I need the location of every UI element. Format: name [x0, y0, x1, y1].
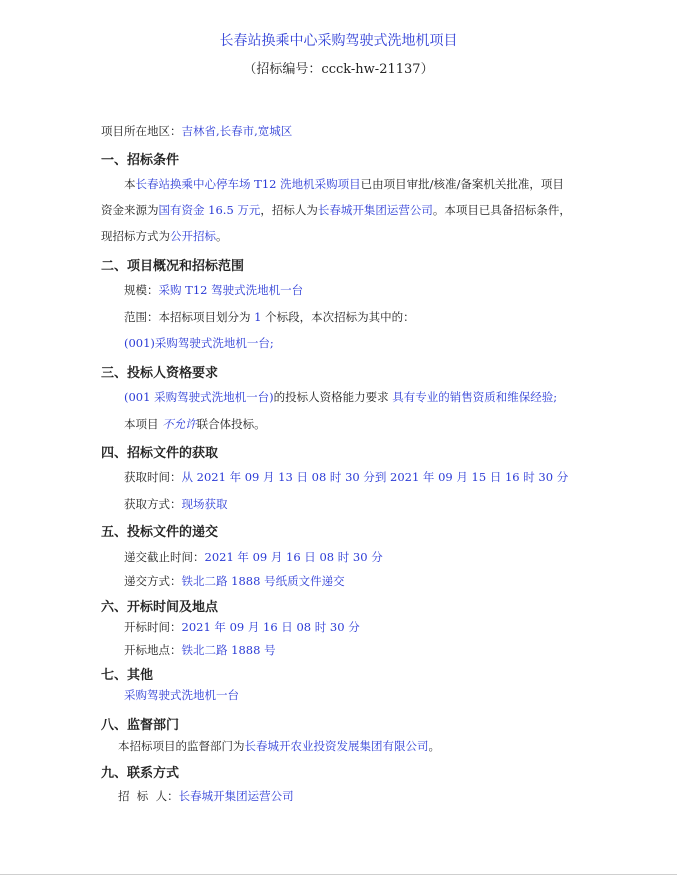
submit-deadline-value: 2021 年 09 月 16 日 08 时 30 分: [204, 550, 383, 564]
contact-line: [118, 788, 294, 804]
supervision-dept: 长春城开农业投资发展集团有限公司: [244, 739, 429, 753]
label: 递交截止时间：: [124, 550, 205, 564]
section-1-heading: 一、招标条件: [101, 153, 180, 168]
acquire-method-value: 现场获取: [181, 497, 228, 511]
label: 招 标 人：: [118, 789, 179, 803]
submit-deadline-line: [124, 549, 383, 565]
lot-ref: (001 采购驾驶式洗地机一台): [124, 390, 274, 404]
bid-number-value: ccck-hw-21137: [321, 62, 421, 77]
open-time-line: [124, 619, 360, 635]
bid-number-suffix: ）: [420, 62, 434, 77]
section-9-heading: 九、联系方式: [101, 766, 180, 781]
text: 资金来源为: [101, 203, 159, 217]
range-line: [124, 309, 415, 325]
text: 已由项目审批/核准/备案机关批准，项目: [360, 177, 564, 191]
section-5-heading: 五、投标文件的递交: [101, 525, 219, 540]
scale-label: 规模：: [124, 283, 159, 297]
open-place-value: 铁北二路 1888 号: [181, 643, 276, 657]
section-8-heading: 八、监督部门: [101, 718, 180, 733]
bid-number: [0, 58, 677, 77]
text: ，招标人为: [260, 203, 318, 217]
text: 本项目: [124, 417, 163, 431]
section-3-heading: 三、投标人资格要求: [101, 366, 219, 381]
label: 开标地点：: [124, 643, 182, 657]
supervision-line: [118, 738, 440, 754]
tenderer-name: 长春城开集团运营公司: [317, 203, 433, 217]
fund-source: 国有资金 16.5 万元: [158, 203, 261, 217]
document-title: 长春站换乘中心采购驾驶式洗地机项目: [219, 33, 458, 49]
project-name: 长春站换乘中心停车场 T12 洗地机采购项目: [135, 177, 361, 191]
scale-line: [124, 282, 303, 298]
region-value: 吉林省,长春市,宽城区: [181, 124, 293, 138]
text: 。本项目已具备招标条件，: [432, 203, 571, 217]
open-place-line: [124, 642, 276, 658]
section-1-line-2: [101, 202, 571, 218]
section-4-heading: 四、招标文件的获取: [101, 446, 219, 461]
other-text: 采购驾驶式洗地机一台: [124, 688, 239, 702]
text: 的投标人资格能力要求: [273, 390, 389, 404]
consortium-status: 不允许: [162, 417, 197, 431]
open-time-value: 2021 年 09 月 16 日 08 时 30 分: [181, 620, 360, 634]
submit-method-value: 铁北二路 1888 号纸质文件递交: [181, 574, 345, 588]
text: 本: [124, 177, 136, 191]
section-7-heading: 七、其他: [101, 668, 154, 683]
tender-method: 公开招标: [170, 229, 216, 243]
label: 获取时间：: [124, 470, 182, 484]
lot-count: 1: [254, 310, 262, 324]
section-6-heading: 六、开标时间及地点: [101, 600, 219, 615]
scale-value: 采购 T12 驾驶式洗地机一台: [158, 283, 304, 297]
contact-tenderer: 长春城开集团运营公司: [178, 789, 294, 803]
acquire-method-line: [124, 496, 228, 512]
qualification-line: [124, 389, 557, 405]
text: 联合体投标。: [196, 417, 266, 431]
text: 个标段，本次招标为其中的：: [261, 310, 415, 324]
submit-method-line: [124, 573, 345, 589]
text: 范围：本招标项目划分为: [124, 310, 255, 324]
lot-item: (001)采购驾驶式洗地机一台;: [124, 336, 274, 350]
text: 。: [428, 739, 440, 753]
project-region: [101, 123, 292, 139]
acquire-time-line: [124, 469, 568, 485]
label: 开标时间：: [124, 620, 182, 634]
section-2-heading: 二、项目概况和招标范围: [101, 259, 245, 274]
label: 递交方式：: [124, 574, 182, 588]
text: 。: [216, 229, 228, 243]
text: 本招标项目的监督部门为: [118, 739, 245, 753]
label: 获取方式：: [124, 497, 182, 511]
region-label: 项目所在地区：: [101, 124, 182, 138]
acquire-time-value: 从 2021 年 09 月 13 日 08 时 30 分到 2021 年 09 月 15 日 16 时 30 分: [181, 470, 569, 484]
bid-number-prefix: （招标编号：: [243, 62, 322, 77]
page-bottom-rule: [0, 874, 677, 875]
section-1-line-1: [124, 176, 564, 192]
qualification-requirement: 具有专业的销售资质和维保经验;: [388, 390, 558, 404]
section-1-line-3: [101, 228, 228, 244]
text: 现招标方式为: [101, 229, 170, 243]
consortium-line: [124, 416, 266, 432]
